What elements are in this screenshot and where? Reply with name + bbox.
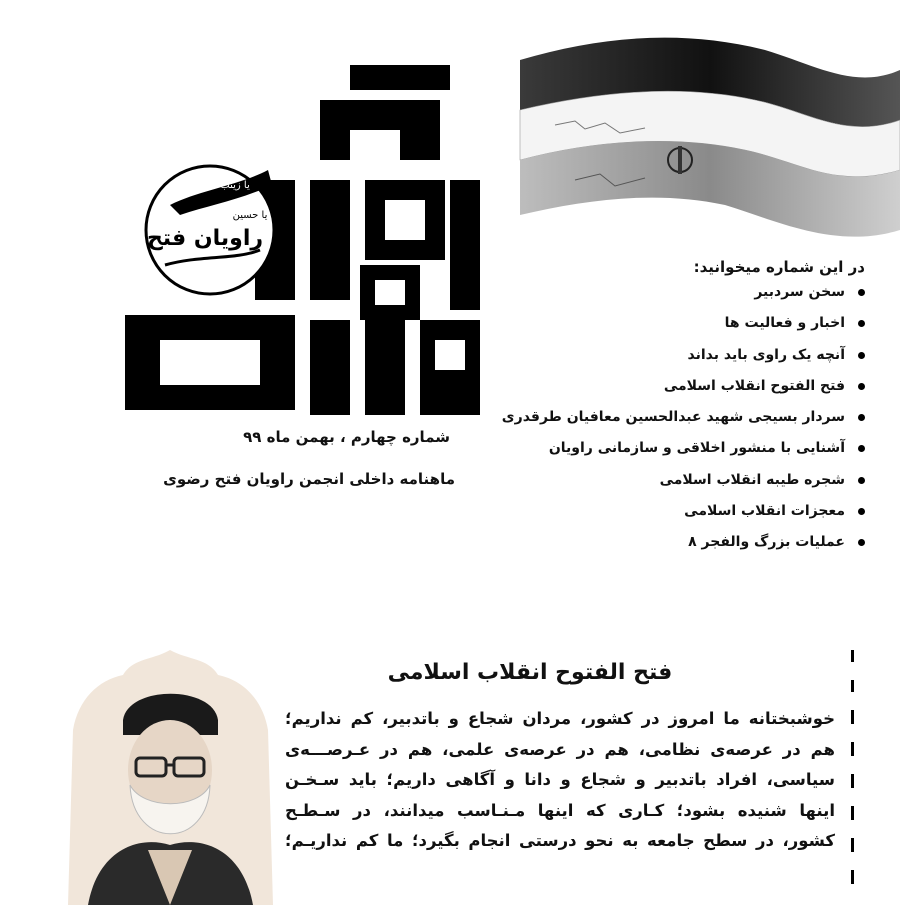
article-line: هم در عرصه‌ی نظامی، هم در عرصه‌ی علمی، هم در عـرصـــه‌ی (285, 739, 835, 759)
article-body (285, 704, 835, 857)
emblem-text-side: یا حسین (232, 210, 268, 221)
toc-list (470, 284, 865, 551)
article-line: کشور، در سطح جامعه به نحو درستی انجام بگیرد؛ ما کم نداریـم؛ (285, 831, 835, 850)
subtitle: ماهنامه داخلی انجمن راویان فتح رضوی (163, 470, 455, 488)
emblem-text-top: یا زینب (220, 180, 250, 191)
toc-item: سردار بسیجی شهید عبدالحسین معافیان طرقدری (470, 409, 845, 426)
article-title: فتح الفتوح انقلاب اسلامی (387, 660, 673, 685)
issue-line: شماره چهارم ، بهمن ماه ۹۹ (243, 428, 450, 446)
toc-heading: در این شماره میخوانید: (693, 258, 865, 276)
toc-item: معجزات انقلاب اسلامی (470, 503, 845, 520)
article-line: سیاسی، افراد باتدبیر و شجاع و دانا و آگاهی داریم؛ باید سـخـن (285, 770, 835, 789)
toc-item: سخن سردبیر (470, 284, 845, 301)
table-of-contents (470, 258, 865, 566)
dashed-rule (848, 650, 858, 900)
emblem-logo (140, 160, 280, 300)
emblem-text-main: راویان فتح (146, 226, 264, 251)
article-line: خوشبختانه ما امروز در کشور، مردان شجاع و باتدبیر، کم نداریم؛ (285, 709, 835, 728)
toc-item: فتح الفتوح انقلاب اسلامی (470, 378, 845, 395)
toc-item: شجره طیبه انقلاب اسلامی (470, 472, 845, 489)
toc-item: آشنایی با منشور اخلاقی و سازمانی راویان (470, 440, 845, 457)
article-section (0, 630, 900, 900)
toc-item: آنچه یک راوی باید بداند (470, 347, 845, 364)
article-line: اینها شنیده بشود؛ کـاری که اینها مـنـاسب میدانند، در سـطـح (285, 800, 835, 820)
flag-image (515, 30, 900, 250)
portrait-image (68, 650, 273, 905)
toc-item: عملیات بزرگ والفجر ۸ (470, 534, 845, 551)
toc-item: اخبار و فعالیت ها (470, 315, 845, 332)
